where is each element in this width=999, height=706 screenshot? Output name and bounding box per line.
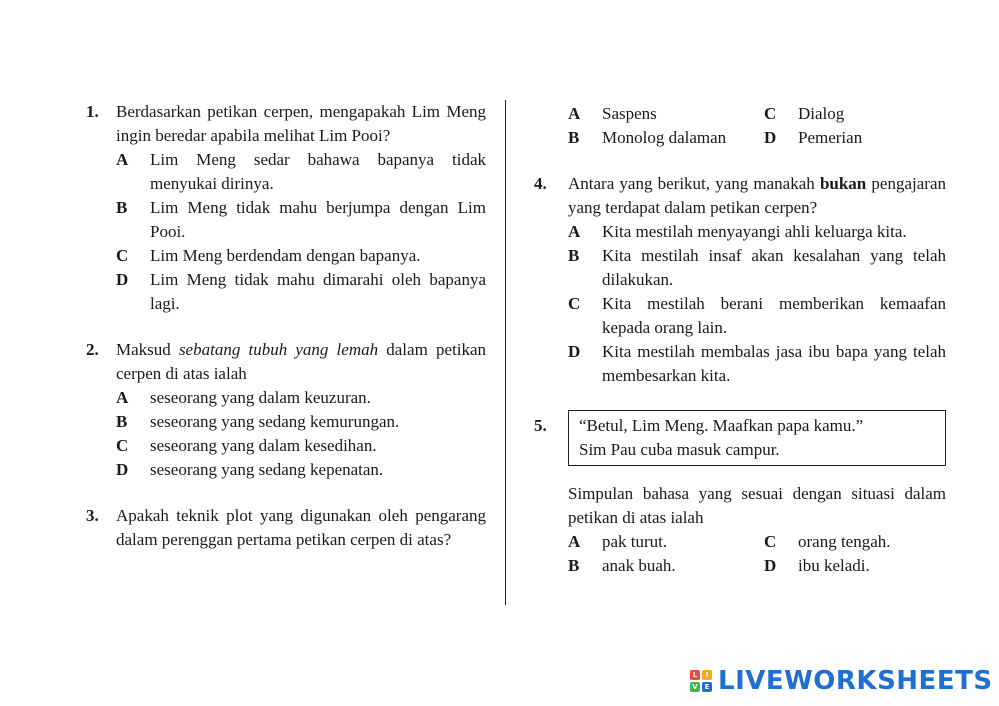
logo-mark-letter: V [690, 682, 700, 692]
option-d[interactable] [764, 126, 946, 150]
quote-box [568, 410, 946, 466]
question-number: 3. [86, 506, 99, 525]
option-a[interactable] [568, 530, 764, 554]
option-letter: B [568, 556, 580, 575]
liveworksheets-logo [690, 664, 993, 698]
quote-line: Sim Pau cuba masuk campur. [579, 440, 780, 459]
option-c[interactable] [568, 292, 946, 340]
question-number: 2. [86, 340, 99, 359]
option-a[interactable] [568, 102, 764, 126]
option-text: Kita mestilah berani memberikan kemaafan kepada orang lain. [602, 294, 946, 337]
left-column [86, 100, 486, 574]
option-text: seseorang yang sedang kepenatan. [150, 460, 384, 479]
question-1 [86, 100, 486, 316]
logo-mark-icon [690, 670, 712, 692]
option-d[interactable] [116, 268, 486, 316]
question-stem: Apakah teknik plot yang digunakan oleh pengarang dalam perenggan pertama petikan cerpen di atas? [116, 506, 486, 549]
option-c[interactable] [764, 102, 946, 126]
option-letter: C [116, 436, 129, 455]
option-text: Kita mestilah insaf akan kesalahan yang telah dilakukan. [602, 246, 946, 289]
option-letter: B [116, 412, 128, 431]
option-text: Kita mestilah membalas jasa ibu bapa yang telah membesarkan kita. [602, 342, 946, 385]
option-b[interactable] [568, 126, 764, 150]
stem-text: pengajaran yang terdapat dalam petikan cerpen? [568, 174, 946, 217]
option-c[interactable] [116, 434, 486, 458]
option-letter: A [568, 532, 581, 551]
option-letter: A [116, 388, 129, 407]
option-d[interactable] [116, 458, 486, 482]
option-text: Lim Meng tidak mahu dimarahi oleh bapanya lagi. [150, 270, 486, 313]
option-letter: B [568, 246, 580, 265]
option-text: ibu keladi. [798, 556, 870, 575]
option-text: Monolog dalaman [602, 128, 727, 147]
option-text: Saspens [602, 104, 657, 123]
option-letter: C [116, 246, 129, 265]
option-text: pak turut. [602, 532, 668, 551]
option-d[interactable] [568, 340, 946, 388]
question-4 [534, 172, 946, 388]
option-text: Kita mestilah menyayangi ahli keluarga kita. [602, 222, 907, 241]
stem-text: dalam petikan cerpen di atas ialah [116, 340, 486, 383]
option-a[interactable] [568, 220, 946, 244]
question-stem [116, 338, 486, 386]
stem-text: Antara yang berikut, yang manakah [568, 174, 820, 193]
option-text: Lim Meng tidak mahu berjumpa dengan Lim Pooi. [150, 198, 486, 241]
option-b[interactable] [116, 410, 486, 434]
option-b[interactable] [568, 554, 764, 578]
option-letter: D [568, 342, 581, 361]
option-text: Lim Meng berdendam dengan bapanya. [150, 246, 421, 265]
question-number: 4. [534, 174, 547, 193]
option-letter: C [764, 104, 777, 123]
option-text: seseorang yang dalam kesedihan. [150, 436, 377, 455]
option-letter: A [568, 222, 581, 241]
stem-italic-phrase: sebatang tubuh yang lemah [178, 340, 379, 359]
option-c[interactable] [764, 530, 946, 554]
stem-text: Maksud [116, 340, 179, 359]
column-divider [505, 100, 506, 605]
option-a[interactable] [116, 386, 486, 410]
option-letter: D [764, 128, 777, 147]
question-stem [568, 172, 946, 220]
option-text: orang tengah. [798, 532, 891, 551]
option-c[interactable] [116, 244, 486, 268]
question-2 [86, 338, 486, 482]
question-number: 1. [86, 102, 99, 121]
option-letter: C [764, 532, 777, 551]
question-stem: Simpulan bahasa yang sesuai dengan situasi dalam petikan di atas ialah [568, 484, 946, 527]
question-3 [86, 504, 486, 552]
option-d[interactable] [764, 554, 946, 578]
option-text: Lim Meng sedar bahawa bapanya tidak menyukai dirinya. [150, 150, 486, 193]
option-letter: D [764, 556, 777, 575]
question-stem: Berdasarkan petikan cerpen, mengapakah Lim Meng ingin beredar apabila melihat Lim Pooi? [116, 102, 486, 145]
quote-line: “Betul, Lim Meng. Maafkan papa kamu.” [579, 416, 864, 435]
right-column [534, 102, 946, 600]
question-5 [534, 410, 946, 578]
logo-text: LIVEWORKSHEETS [718, 666, 993, 696]
option-a[interactable] [116, 148, 486, 196]
question-3-options [534, 102, 946, 150]
logo-mark-letter: L [690, 670, 700, 680]
option-letter: C [568, 294, 581, 313]
option-letter: A [568, 104, 581, 123]
option-b[interactable] [116, 196, 486, 244]
option-text: seseorang yang sedang kemurungan. [150, 412, 400, 431]
option-text: anak buah. [602, 556, 676, 575]
option-text: seseorang yang dalam keuzuran. [150, 388, 371, 407]
option-b[interactable] [568, 244, 946, 292]
option-text: Dialog [798, 104, 845, 123]
option-letter: D [116, 460, 129, 479]
option-letter: D [116, 270, 129, 289]
option-text: Pemerian [798, 128, 863, 147]
question-number: 5. [534, 416, 547, 435]
stem-bold-word: bukan [819, 174, 867, 193]
logo-mark-letter: I [702, 670, 712, 680]
option-letter: A [116, 150, 129, 169]
logo-mark-letter: E [702, 682, 712, 692]
option-letter: B [568, 128, 580, 147]
option-letter: B [116, 198, 128, 217]
